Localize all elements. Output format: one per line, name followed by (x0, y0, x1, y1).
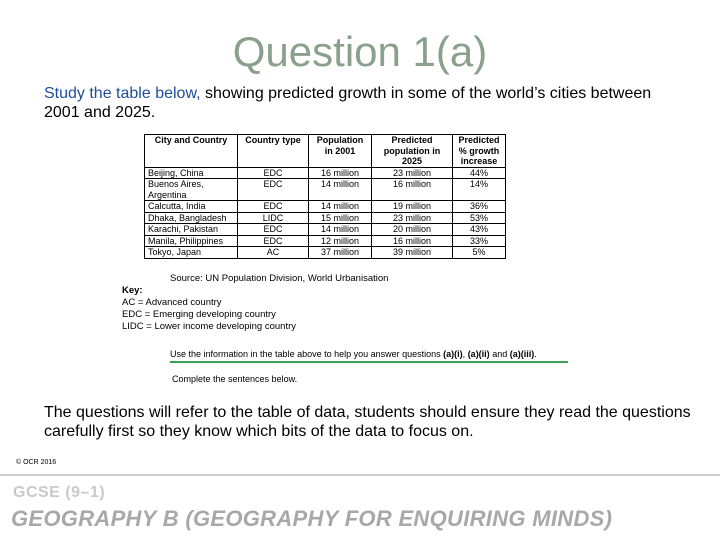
cell-pop-2025: 16 million (372, 179, 453, 201)
footer-subject-title: GEOGRAPHY B (GEOGRAPHY FOR ENQUIRING MINDS) (11, 506, 613, 531)
table-source: Source: UN Population Division, World Urbanisation (170, 273, 389, 284)
key-item-lidc: LIDC = Lower income developing country (122, 321, 296, 332)
cell-growth: 33% (453, 235, 506, 247)
cell-type: LIDC (238, 212, 309, 224)
intro-highlight: Study the table below, (44, 85, 201, 102)
cell-growth: 53% (453, 212, 506, 224)
cell-pop-2025: 20 million (372, 224, 453, 236)
cell-pop-2025: 19 million (372, 201, 453, 213)
table-row (145, 212, 506, 224)
table-row (145, 201, 506, 213)
cell-pop-2025: 23 million (372, 167, 453, 179)
cell-city: Dhaka, Bangladesh (145, 212, 238, 224)
cell-city: Calcutta, India (145, 201, 238, 213)
copyright-notice: © OCR 2016 (16, 459, 57, 466)
cell-pop-2001: 12 million (309, 235, 372, 247)
header-population-2025: Predicted population in 2025 (372, 135, 453, 168)
table-header-row (145, 135, 506, 168)
header-growth: Predicted % growth increase (453, 135, 506, 168)
table-row (145, 224, 506, 236)
intro-text (44, 84, 684, 122)
cell-pop-2001: 15 million (309, 212, 372, 224)
cell-pop-2001: 14 million (309, 224, 372, 236)
city-growth-table-wrap (144, 134, 506, 259)
cell-growth: 5% (453, 247, 506, 259)
intro-rest: showing predicted growth in some of the world’s cities between 2001 and 2025. (44, 85, 652, 121)
footer-gcse-label: GCSE (9–1) (13, 484, 106, 501)
cell-growth: 36% (453, 201, 506, 213)
question-ref-aii: (a)(ii) (467, 349, 490, 359)
table-row (145, 247, 506, 259)
use-information-instruction (170, 349, 568, 363)
key-legend (122, 285, 296, 333)
guidance-paragraph: The questions will refer to the table of data, students should ensure they read the questions carefully first so they know which bits of the data to focus on. (44, 404, 691, 440)
instruction-sep: , (462, 349, 468, 359)
key-title: Key: (122, 285, 143, 296)
cell-pop-2001: 37 million (309, 247, 372, 259)
instruction-end: . (534, 349, 537, 359)
cell-type: EDC (238, 167, 309, 179)
slide-title: Question 1(a) (232, 28, 488, 75)
question-ref-aiii: (a)(iii) (509, 349, 535, 359)
cell-city: Manila, Philippines (145, 235, 238, 247)
city-growth-table (144, 134, 506, 259)
cell-type: EDC (238, 235, 309, 247)
table-row (145, 235, 506, 247)
cell-pop-2025: 39 million (372, 247, 453, 259)
table-row (145, 179, 506, 201)
cell-type: AC (238, 247, 309, 259)
cell-growth: 44% (453, 167, 506, 179)
cell-pop-2001: 14 million (309, 179, 372, 201)
cell-pop-2001: 16 million (309, 167, 372, 179)
cell-growth: 14% (453, 179, 506, 201)
cell-growth: 43% (453, 224, 506, 236)
instruction-text: Use the information in the table above to help you answer questions (170, 349, 444, 359)
complete-sentences-instruction: Complete the sentences below. (172, 374, 298, 384)
cell-pop-2025: 16 million (372, 235, 453, 247)
cell-city: Beijing, China (145, 167, 238, 179)
key-item-ac: AC = Advanced country (122, 297, 222, 308)
cell-type: EDC (238, 224, 309, 236)
key-item-edc: EDC = Emerging developing country (122, 309, 276, 320)
table-row (145, 167, 506, 179)
header-country-type: Country type (238, 135, 309, 168)
cell-type: EDC (238, 179, 309, 201)
cell-type: EDC (238, 201, 309, 213)
header-population-2001: Population in 2001 (309, 135, 372, 168)
cell-city: Karachi, Pakistan (145, 224, 238, 236)
cell-pop-2001: 14 million (309, 201, 372, 213)
cell-city: Buenos Aires, Argentina (145, 179, 238, 201)
cell-pop-2025: 23 million (372, 212, 453, 224)
footer-divider (0, 474, 720, 476)
header-city: City and Country (145, 135, 238, 168)
cell-city: Tokyo, Japan (145, 247, 238, 259)
question-ref-ai: (a)(i) (443, 349, 463, 359)
instruction-sep: and (489, 349, 510, 359)
